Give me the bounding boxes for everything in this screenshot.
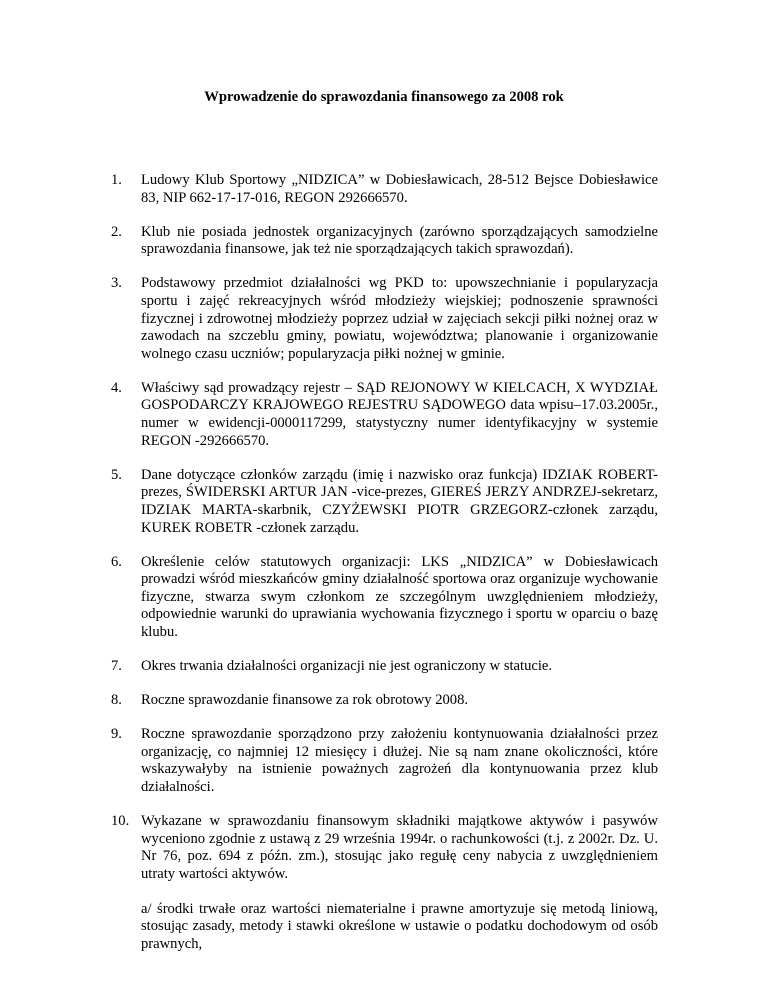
list-item — [111, 658, 658, 676]
list-item — [111, 813, 658, 953]
item-number: 6. — [111, 553, 122, 570]
item-text: Klub nie posiada jednostek organizacyjnych (zarówno sporządzających samodzielne sprawozdania finansowe, jak też nie sporządzających takich sprawozdań). — [141, 223, 658, 258]
item-number: 9. — [111, 726, 122, 743]
list-item — [111, 380, 658, 450]
list-item — [111, 275, 658, 363]
item-number: 4. — [111, 379, 122, 396]
item-number: 2. — [111, 223, 122, 240]
item-number: 1. — [111, 172, 122, 188]
document-title: Wprowadzenie do sprawozdania finansowego za 2008 rok — [204, 89, 564, 105]
item-number: 10. — [111, 813, 130, 830]
document-list — [111, 172, 658, 970]
item-text: Właściwy sąd prowadzący rejestr – SĄD REJONOWY W KIELCACH, X WYDZIAŁ GOSPODARCZY KRAJOWEGO REJESTRU SĄDOWEGO data wpisu–17.03.2005r., numer w ewidencji-0000117299, statystyczny numer identyfikacyjny w systemie REGON -292666570. — [141, 379, 658, 449]
list-item — [111, 224, 658, 259]
item-text: Określenie celów statutowych organizacji: LKS „NIDZICA” w Dobiesławicach prowadzi wśród mieszkańców gminy działalność sportowa oraz organizuje wychowanie fizyczne, stwarza swym członkom ze szczególnym uwzględnieniem młodzieży, odpowiednie warunki do uprawiania wychowania fizycznego i sportu w oparciu o bazę klubu. — [141, 553, 658, 640]
list-item — [111, 692, 658, 710]
item-text: Roczne sprawozdanie sporządzono przy założeniu kontynuowania działalności przez organizację, co najmniej 12 miesięcy i dłużej. Nie są nam znane okoliczności, które wskazywałyby na istnienie poważnych zagrożeń dla kontynuowania przez klub działalności. — [141, 726, 658, 796]
item-text: Podstawowy przedmiot działalności wg PKD to: upowszechnianie i popularyzacja sportu i zajęć rekreacyjnych wśród młodzieży wiejskiej; podnoszenie sprawności fizycznej i zdrowotnej młodzieży poprzez udział w zajęciach sekcji piłki nożnej oraz w zawodach na szczeblu gminy, powiatu, województwa; planowanie i organizowanie wolnego czasu uczniów; popularyzacja piłki nożnej w gminie. — [141, 275, 658, 362]
item-number: 7. — [111, 658, 122, 675]
list-item — [111, 467, 658, 537]
item-text: Roczne sprawozdanie finansowe za rok obrotowy 2008. — [141, 692, 469, 709]
item-number: 5. — [111, 466, 122, 483]
item-subparagraph: a/ środki trwałe oraz wartości niematerialne i prawne amortyzuje się metodą liniową, stosując zasady, metody i stawki określone w ustawie o podatku dochodowym od osób prawnych, — [141, 900, 658, 952]
list-item — [111, 554, 658, 642]
list-item — [111, 726, 658, 796]
item-text: Okres trwania działalności organizacji nie jest ograniczony w statucie. — [141, 658, 553, 675]
item-text: Wykazane w sprawozdaniu finansowym składniki majątkowe aktywów i pasywów wyceniono zgodnie z ustawą z 29 września 1994r. o rachunkowości (t.j. z 2002r. Dz. U. Nr 76, poz. 694 z późn. zm.), stosując jako regułę ceny nabycia z uwzględnieniem utraty wartości aktywów. — [141, 813, 658, 882]
item-text: Ludowy Klub Sportowy „NIDZICA” w Dobiesławicach, 28-512 Bejsce Dobiesławice 83, NIP 662-17-17-016, REGON 292666570. — [141, 172, 658, 206]
item-number: 3. — [111, 275, 122, 292]
item-number: 8. — [111, 692, 122, 709]
item-text: Dane dotyczące członków zarządu (imię i nazwisko oraz funkcja) IDZIAK ROBERT-prezes, ŚWIDERSKI ARTUR JAN -vice-prezes, GIEREŚ JERZY ANDRZEJ-sekretarz, IDZIAK MARTA-skarbnik, CZYŻEWSKI PIOTR GRZEGORZ-członek zarządu, KUREK ROBETR -członek zarządu. — [141, 466, 658, 536]
list-item — [111, 172, 658, 207]
